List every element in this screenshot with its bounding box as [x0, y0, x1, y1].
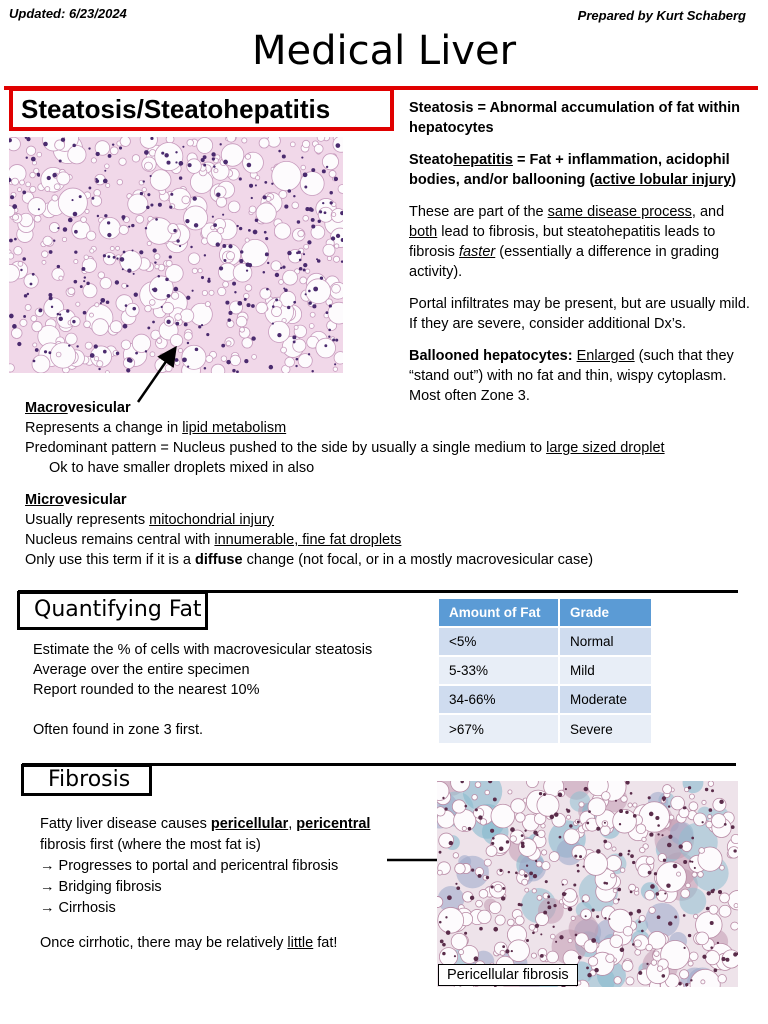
table-row [439, 656, 652, 685]
amount-cell: <5% [439, 627, 559, 656]
grade-cell: Normal [559, 627, 652, 656]
fibrosis-heading: Fibrosis [21, 764, 152, 796]
steatohepatitis-definition: Steatohepatitis = Fat + inflammation, acidophil bodies, and/or ballooning (active lobular injury) [409, 152, 737, 188]
grade-cell: Severe [559, 714, 652, 743]
ballooned-hepatocytes-paragraph: Ballooned hepatocytes: Enlarged (such that they “stand out”) with no fat and thin, wispy cytoplasm. Most often Zone 3. [409, 348, 734, 404]
vesicular-patterns [25, 398, 755, 570]
quantifying-line-3: Report rounded to the nearest 10% [33, 682, 260, 698]
header-grade: Grade [559, 599, 652, 627]
macrovesicular-heading: Macrovesicular [25, 400, 131, 416]
fat-grade-table [439, 599, 653, 743]
steatosis-heading-box [9, 87, 394, 131]
amount-cell: >67% [439, 714, 559, 743]
trichrome-micrograph [437, 781, 738, 987]
quantifying-text [33, 640, 423, 740]
fat-grade-table-header [439, 599, 652, 627]
steatosis-micrograph-image [9, 137, 343, 373]
trichrome-micrograph-image [437, 781, 738, 987]
quantifying-line-1: Estimate the % of cells with macrovesicular steatosis [33, 642, 373, 658]
fibrosis-text [40, 814, 420, 954]
amount-cell: 34-66% [439, 685, 559, 714]
fibrosis-line-1: Fatty liver disease causes pericellular, pericentral [40, 816, 371, 832]
updated-date: Updated: 6/23/2024 [9, 6, 127, 21]
fibrosis-line-6: Once cirrhotic, there may be relatively little fat! [40, 935, 338, 951]
microvesicular-line-2: Nucleus remains central with innumerable, fine fat droplets [25, 532, 402, 548]
steatosis-micrograph [9, 137, 343, 373]
disease-process-paragraph: These are part of the same disease process, and both lead to fibrosis, but steatohepatitis leads to fibrosis faster (essentially a difference in grading activity). [409, 204, 725, 280]
steatosis-definition: Steatosis = Abnormal accumulation of fat within hepatocytes [409, 100, 740, 136]
table-row [439, 685, 652, 714]
microvesicular-heading: Microvesicular [25, 492, 127, 508]
amount-cell: 5-33% [439, 656, 559, 685]
micrograph-caption: Pericellular fibrosis [438, 964, 578, 986]
microvesicular-line-3: Only use this term if it is a diffuse change (not focal, or in a mostly macrovesicular case) [25, 552, 594, 568]
fibrosis-line-2: fibrosis first (where the most fat is) [40, 837, 261, 853]
grade-cell: Mild [559, 656, 652, 685]
macrovesicular-line-3: Ok to have smaller droplets mixed in also [49, 460, 315, 476]
microvesicular-line-1: Usually represents mitochondrial injury [25, 512, 275, 528]
macrovesicular-line-2: Predominant pattern = Nucleus pushed to the side by usually a single medium to large sized droplet [25, 440, 665, 456]
page-title: Medical Liver [251, 28, 517, 74]
table-row [439, 714, 652, 743]
fibrosis-line-4: → Bridging fibrosis [40, 879, 162, 895]
author-credit: Prepared by Kurt Schaberg [577, 8, 746, 23]
quantifying-line-2: Average over the entire specimen [33, 662, 250, 678]
fibrosis-line-3: → Progresses to portal and pericentral fibrosis [40, 858, 339, 874]
zone-3-note: Often found in zone 3 first. [33, 722, 204, 738]
steatosis-heading: Steatosis/Steatohepatitis [21, 94, 331, 124]
fibrosis-line-5: → Cirrhosis [40, 900, 116, 916]
grade-cell: Moderate [559, 685, 652, 714]
macrovesicular-line-1: Represents a change in lipid metabolism [25, 420, 287, 436]
table-row [439, 627, 652, 656]
quantifying-heading: Quantifying Fat [17, 591, 208, 630]
portal-infiltrates-paragraph: Portal infiltrates may be present, but are usually mild. If they are severe, consider additional Dx’s. [409, 296, 750, 332]
steatosis-definitions [409, 98, 754, 418]
header-amount-of-fat: Amount of Fat [439, 599, 559, 627]
